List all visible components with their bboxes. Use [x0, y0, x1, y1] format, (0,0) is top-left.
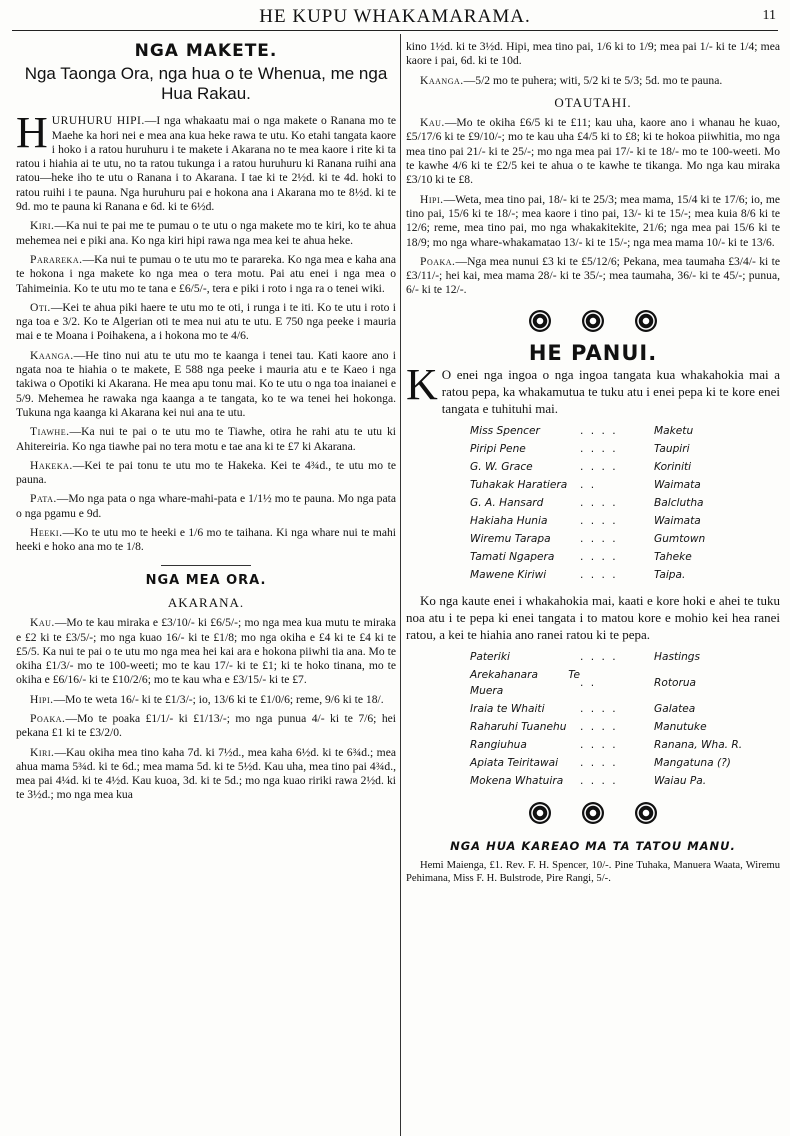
leader-dots: . . [580, 479, 597, 492]
place-name: Waiau Pa. [654, 775, 707, 788]
accounts-list [470, 648, 742, 790]
list-item [470, 458, 705, 476]
article-item [16, 526, 396, 555]
item-text: —Mo te poaka £1/1/- ki £1/13/-; mo nga punua 4/- ki te 7/6; hei pekana £1 ki te £3/2/0. [16, 711, 396, 740]
leader-dots: . . [580, 677, 597, 690]
leader-dots: . . . . [580, 497, 618, 510]
list-item [470, 440, 705, 458]
place-heading-akarana: AKARANA. [167, 594, 245, 610]
article-item [16, 616, 396, 687]
section-rule [161, 565, 251, 566]
item-text: —Ka nui te pai o te utu mo te Tiawhe, otira he rahi atu te utu ki Ahitereiria. Ko nga tiawhe pai no tera motu e tae ana ki te £7 ki Akarana. [16, 425, 396, 453]
flower-ornament-icon [529, 310, 551, 332]
item-text: —Weta, mea tino pai, 18/- ki te 25/3; mea mama, 15/4 ki te 17/6; io, me tino pai, 15/6 ki te 18/-; mea kaore i tino pai, 13/- ki te 15/-; mea kuia 8/6 ki te 12/6; reme, mea tino pai, mo nga whakakitekite, 21/6; nga mea pai 15/6 ki te 18/9; mo nga whare-whakamatao 13/- ki te 15/-; nga mea mama 10/- ki te 13/6. [406, 192, 780, 249]
returned-papers-list [470, 422, 705, 584]
heading-nga-makete: NGA MAKETE. [134, 41, 278, 61]
right-column [406, 40, 780, 1134]
list-item [470, 548, 705, 566]
item-label: Oti. [30, 300, 51, 314]
list-item [470, 700, 742, 718]
person-name: Tamati Ngapera [470, 551, 555, 564]
leader-dots: . . . . [580, 551, 618, 564]
article-item [16, 459, 396, 488]
article-item [16, 301, 396, 344]
item-label: Kaanga. [420, 73, 464, 87]
person-name: Hakiaha Hunia [470, 515, 548, 528]
page-title: HE KUPU WHAKAMARAMA. [259, 6, 531, 27]
item-text: —Mo nga pata o nga whare-mahi-pata e 1/1½ mo te pauna. Mo nga pata o nga pgamu e 9d. [16, 492, 396, 520]
item-label: Kau. [420, 116, 445, 130]
person-name: G. A. Hansard [470, 497, 544, 510]
place-name: Maketu [654, 425, 694, 438]
place-name: Balclutha [654, 497, 704, 510]
list-item [470, 736, 742, 754]
leader-dots: . . . . [580, 651, 618, 664]
item-text: —He tino nui atu te utu mo te kaanga i tenei tau. Kati kaore ano i ngata noa te hiahia o te makete, E 588 nga peeke i mauria atu e te Kaeo i nga takiwa o Opotiki ki Akarana. He mea apu tonu mai. Ko te utu o nga toa inaianei e 5/9. Mehemea he rawaka nga kaanga a te tangata, ko te wa tenei hei hokonga. Tukuna nga kaanga ki Akarana kei nui ana te utu. [16, 348, 396, 419]
drop-cap: K [406, 360, 438, 410]
panui-intro [406, 360, 780, 417]
person-name: Miss Spencer [470, 425, 540, 438]
article-item [406, 116, 780, 187]
list-item [470, 422, 705, 440]
leader-dots: . . . . [580, 569, 618, 582]
item-label: Poaka. [420, 254, 456, 268]
item-label: Pata. [30, 492, 57, 506]
heading-nga-mea-ora: NGA MEA ORA. [145, 572, 267, 588]
person-name: G. W. Grace [470, 461, 533, 474]
article-item [16, 693, 396, 707]
list-item [470, 530, 705, 548]
flower-ornament-icon [529, 802, 551, 824]
item-text: —Ka nui te pai me te pumau o te utu o nga makete mo te kiri, ko te ahua mehemea nei e piki ana. Ko nga kiri hipi rawa nga mea kei te ahua heke. [16, 219, 396, 247]
item-text: —Kei te ahua piki haere te utu mo te oti, i runga i te iti. Ko te utu i roto i nga toa e 3/2. Ko te Algerian oti te mea nui atu te utu. E 750 nga peeke i mauria mai e te Moana i Poihakena, a i hokona mo te 4/6. [16, 300, 396, 343]
place-name: Hastings [654, 651, 701, 664]
item-label: Hipi. [420, 192, 444, 206]
list-item [470, 666, 742, 700]
heading-nga-hua-kareao: NGA HUA KAREAO MA TA TATOU MANU. [450, 838, 736, 853]
article-item [16, 712, 396, 741]
item-label: Hipi. [30, 692, 54, 706]
item-text: —Nga mea nunui £3 ki te £5/12/6; Pekana, mea taumaha £3/4/- ki te £3/11/-; hei kai, mea mama 28/- ki te 35/-; mea taumaha, 36/- ki te 45/-; punua, 6/- ki te 12/-. [406, 254, 780, 297]
list-item [470, 772, 742, 790]
item-label: Heeki. [30, 526, 63, 540]
person-name: Raharuhi Tuanehu [470, 721, 567, 734]
article-item [16, 219, 396, 248]
list-item [470, 566, 705, 584]
leader-dots: . . . . [580, 533, 618, 546]
place-name: Manutuke [654, 721, 707, 734]
article-item [406, 193, 780, 250]
item-text: —Ka nui te pumau o te utu mo te parareka. Ko nga mea e kaha ana te hokona i nga makete ko nga mea o tera motu. Pai atu enei i nga mea o Tahimeinia. Ko te utu mo te tana e £6/5/-, tera e piki i roto i nga ra o tenei wiki. [16, 252, 396, 295]
flower-ornament-icon [635, 802, 657, 824]
article-item [406, 74, 780, 88]
ornament-row [406, 802, 780, 828]
place-name: Taipa. [654, 569, 686, 582]
place-name: Galatea [654, 703, 696, 716]
item-text: —Kau okiha mea tino kaha 7d. ki 7½d., mea kaha 6½d. ki te 6¾d.; mea ahua mama 5¾d. ki te 6d.; mea mama 5d. ki te 5½d. Kau uha, mea tino pai 4¾d., mea pai 4¼d. ki te 4½d. Kau kuoa, 3d. ki te 5d.; mo nga kuao ririki rawa 2½d. ki te 3½d.; mo nga mea kua [16, 745, 396, 802]
person-name: Piripi Pene [470, 443, 526, 456]
person-name: Apiata Teiritawai [470, 757, 559, 770]
article-item [16, 492, 396, 521]
item-label: Kau. [30, 616, 55, 630]
item-label: Parareka. [30, 252, 83, 266]
page-number: 11 [762, 8, 776, 23]
place-name: Ranana, Wha. R. [654, 739, 743, 752]
article-item [406, 255, 780, 298]
donations-text: Hemi Maienga, £1. Rev. F. H. Spencer, 10/-. Pine Tuhaka, Manuera Waata, Wiremu Pehimana, Miss F. H. Bulstrode, Pire Rangi, 5/-. [406, 859, 780, 884]
item-label: URUHURU HIPI. [51, 114, 145, 128]
item-label: Kiri. [30, 219, 55, 233]
place-name: Koriniti [654, 461, 692, 474]
person-name: Mokena Whatuira [470, 775, 564, 788]
person-name: Arekahanara Te Muera [470, 669, 580, 698]
panui-text-2: Ko nga kaute enei i whakahokia mai, kaati e kore hoki e ahei te tuku noa atu i te pepa ki enei tangata i to matou kore e mohio kei hea ranei ratou, a kei te hiahia ano ranei ratou ki te pepa. [406, 593, 780, 643]
item-text: —I nga whakaatu mai o nga makete o Ranana mo te Maehe ka hori nei e mea ana kua heke rawa te utu. Ko etahi tangata kaore i hoko i a ratou huruhuru i te makete i Akarana no te mea kaore i rite ki ta ratou i hiahia ai te utu, no ta ratou tukunga i a ratou huruhuru ki Ranana ruihi ana ratou—heke iho te utu o Ranana i to Akarana. I tae ki te 2½d. ki te 4d. hoki to ratou ruihi i te pauna. Nga huruhuru pai e hokona ana i Akarana mo te 8½d. ki te 9d. mo te pauna ki Ranana e 6d. ki te 6½d. [16, 114, 396, 214]
list-item [470, 648, 742, 666]
leader-dots: . . . . [580, 739, 618, 752]
item-text: —Mo te okiha £6/5 ki te £11; kau uha, kaore ano i whanau he kuao, £5/17/6 ki te £9/10/-; mo te kau uha £4/5 ki to £8; ki te hokoa piiwhitia, mo nga mea tino pai 21/- ki te 25/-; mo nga mea pai 17/- ki te 18/- mo te 100-weeti. Mo te kawhe 4/6 ki te £2/5 kei te ahua o te kawhe te tikanga. Mo nga kau miraka £3/10 ki te £8. [406, 116, 780, 187]
ornament-row [406, 310, 780, 336]
place-name: Mangatuna (?) [654, 757, 731, 770]
person-name: Wiremu Tarapa [470, 533, 551, 546]
place-name: Rotorua [654, 677, 697, 690]
place-name: Gumtown [654, 533, 706, 546]
list-item [470, 718, 742, 736]
list-item [470, 476, 705, 494]
article-item [16, 425, 396, 454]
item-label: Poaka. [30, 711, 66, 725]
person-name: Mawene Kiriwi [470, 569, 547, 582]
place-name: Taheke [654, 551, 692, 564]
page-header [12, 4, 778, 31]
article-item [16, 746, 396, 803]
person-name: Tuhakak Haratiera [470, 479, 568, 492]
item-text: —Ko te utu mo te heeki e 1/6 mo te taihana. Ki nga whare nui te mahi heeki e hoko ana mo te 1/8. [16, 526, 396, 554]
leader-dots: . . . . [580, 757, 618, 770]
article-item [16, 253, 396, 296]
article-huruhuru [16, 108, 396, 214]
leader-dots: . . . . [580, 515, 618, 528]
panui-text: O enei nga ingoa o nga ingoa tangata kua whakahokia mai a ratou pepa, ka whakamutua te tuku atu i enei pepa ki te kore enei tangata e tuhituhi mai. [441, 367, 780, 417]
person-name: Iraia te Whaiti [470, 703, 545, 716]
leader-dots: . . . . [580, 775, 618, 788]
list-item [470, 512, 705, 530]
drop-cap: H [16, 108, 48, 158]
item-text: —5/2 mo te puhera; witi, 5/2 ki te 5/3; 5d. mo te pauna. [463, 73, 723, 87]
leader-dots: . . . . [580, 461, 618, 474]
person-name: Pateriki [470, 651, 510, 664]
flower-ornament-icon [582, 802, 604, 824]
item-label: Kiri. [30, 745, 55, 759]
leader-dots: . . . . [580, 703, 618, 716]
leader-dots: . . . . [580, 443, 618, 456]
item-text: —Mo te kau miraka e £3/10/- ki £6/5/-; mo nga mea kua mutu te miraka e £2 ki te £3/5/-; mo nga kuao 16/- ki te £1/8; mo nga okiha e £4 ki te £4 ki te £5/5. Ka nui te pai o te utu mo nga mea hei kai ara e hokona piiwhi tia ana. Mo te okiha £1/3/- mo te 100-weeti; mo te kau 17/- ki te £1; ki te hoko tinana, mo te okiha e £6/16/- ki te £10/2/6; mo te kau wha e £3/15/- ki te £7. [16, 616, 396, 687]
person-name: Rangiuhua [470, 739, 527, 752]
place-heading-otautahi: OTAUTAHI. [554, 94, 632, 110]
place-name: Waimata [654, 515, 701, 528]
item-label: Kaanga. [30, 348, 74, 362]
place-name: Waimata [654, 479, 701, 492]
item-text: —Kei te pai tonu te utu mo te Hakeka. Kei te 4¾d., te utu mo te pauna. [16, 458, 396, 487]
left-column [16, 40, 396, 1134]
article-item [16, 349, 396, 420]
leader-dots: . . . . [580, 721, 618, 734]
item-label: Tiawhe. [30, 425, 70, 439]
heading-he-panui: HE PANUI. [528, 341, 658, 366]
flower-ornament-icon [582, 310, 604, 332]
list-item [470, 754, 742, 772]
flower-ornament-icon [635, 310, 657, 332]
leader-dots: . . . . [580, 425, 618, 438]
continued-text: kino 1½d. ki te 3½d. Hipi, mea tino pai, 1/6 ki to 1/9; mea pai 1/- ki te 1/4; mea kaore i pai, 6d. ki te 10d. [406, 40, 780, 68]
column-divider [400, 34, 401, 1136]
subheading: Nga Taonga Ora, nga hua o te Whenua, me nga Hua Rakau. [24, 64, 388, 104]
item-label: Hakeka. [30, 458, 73, 472]
item-text: —Mo te weta 16/- ki te £1/3/-; io, 13/6 ki te £1/0/6; reme, 9/6 ki te 18/. [53, 692, 384, 706]
place-name: Taupiri [654, 443, 690, 456]
list-item [470, 494, 705, 512]
